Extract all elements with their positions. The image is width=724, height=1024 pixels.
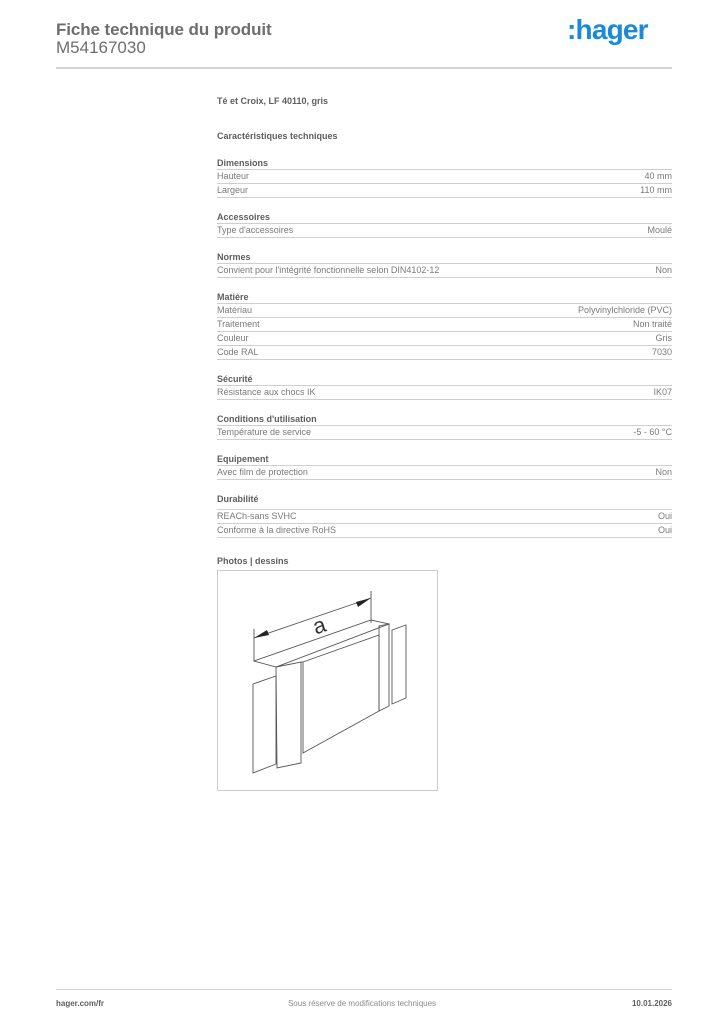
group-title: Dimensions xyxy=(217,157,672,170)
spec-row xyxy=(217,170,672,184)
spec-value: Moulé xyxy=(647,225,672,235)
spec-label: Code RAL xyxy=(217,347,259,357)
header-divider xyxy=(56,67,672,69)
document-title: Fiche technique du produit xyxy=(56,20,272,39)
spec-value: 40 mm xyxy=(644,171,672,181)
spec-value: Non traité xyxy=(632,319,672,329)
spec-label: Avec film de protection xyxy=(217,467,308,477)
spec-value: Oui xyxy=(657,525,672,535)
spec-row xyxy=(217,346,672,360)
hager-logo: :hager xyxy=(567,14,648,45)
group-title: Accessoires xyxy=(217,211,672,224)
spec-row xyxy=(217,318,672,332)
tee-cross-drawing-icon xyxy=(218,571,439,792)
spec-row xyxy=(217,224,672,238)
spec-group-dimensions xyxy=(217,157,672,198)
spec-group-normes xyxy=(217,251,672,278)
footer-date: 10.01.2026 xyxy=(631,999,672,1008)
spec-group-durabilite xyxy=(217,493,672,538)
group-title: Sécurité xyxy=(217,373,672,386)
spec-value: Non xyxy=(655,265,672,275)
footer-website-link[interactable]: hager.com/fr xyxy=(56,999,105,1008)
spec-group-matiere xyxy=(217,291,672,360)
spec-row xyxy=(217,184,672,198)
group-title: Normes xyxy=(217,251,672,264)
spec-group-conditions xyxy=(217,413,672,440)
spec-row xyxy=(217,524,672,538)
spec-label: Résistance aux chocs IK xyxy=(217,387,316,397)
spec-value: IK07 xyxy=(653,387,672,397)
spec-value: 7030 xyxy=(651,347,672,357)
photos-title: Photos | dessins xyxy=(217,556,289,566)
spec-label: Hauteur xyxy=(217,171,250,181)
spec-group-equipement xyxy=(217,453,672,480)
spec-label: Couleur xyxy=(217,333,249,343)
spec-content xyxy=(217,96,672,568)
group-title: Matière xyxy=(217,291,672,304)
spec-group-securite xyxy=(217,373,672,400)
spec-value: 110 mm xyxy=(640,185,672,195)
spec-row xyxy=(217,426,672,440)
group-title: Durabilité xyxy=(217,493,672,510)
product-code: M54167030 xyxy=(56,38,146,57)
spec-row xyxy=(217,304,672,318)
spec-label: Type d'accessoires xyxy=(217,225,294,235)
spec-label: Largeur xyxy=(217,185,249,195)
product-name: Té et Croix, LF 40110, gris xyxy=(217,96,329,106)
product-drawing xyxy=(217,570,438,791)
spec-value: Polyvinylchloride (PVC) xyxy=(577,305,672,315)
group-title: Conditions d'utilisation xyxy=(217,413,672,426)
spec-row xyxy=(217,264,672,278)
spec-value: Non xyxy=(655,467,672,477)
spec-row xyxy=(217,332,672,346)
spec-label: Température de service xyxy=(217,427,312,437)
group-title: Equipement xyxy=(217,453,672,466)
spec-label: Traitement xyxy=(217,319,260,329)
spec-value: Oui xyxy=(657,511,672,521)
spec-label: REACh-sans SVHC xyxy=(217,511,297,521)
svg-text:a: a xyxy=(309,611,329,640)
spec-row xyxy=(217,386,672,400)
spec-row xyxy=(217,466,672,480)
spec-value: Gris xyxy=(655,333,672,343)
spec-value: -5 - 60 °C xyxy=(633,427,672,437)
footer-disclaimer: Sous réserve de modifications techniques xyxy=(287,999,437,1008)
spec-label: Conforme à la directive RoHS xyxy=(217,525,337,535)
footer-divider xyxy=(56,989,672,990)
section-title: Caractéristiques techniques xyxy=(217,131,338,141)
spec-label: Convient pour l'intégrité fonctionnelle selon DIN4102-12 xyxy=(217,265,440,275)
spec-row xyxy=(217,510,672,524)
spec-label: Matériau xyxy=(217,305,253,315)
spec-group-accessoires xyxy=(217,211,672,238)
